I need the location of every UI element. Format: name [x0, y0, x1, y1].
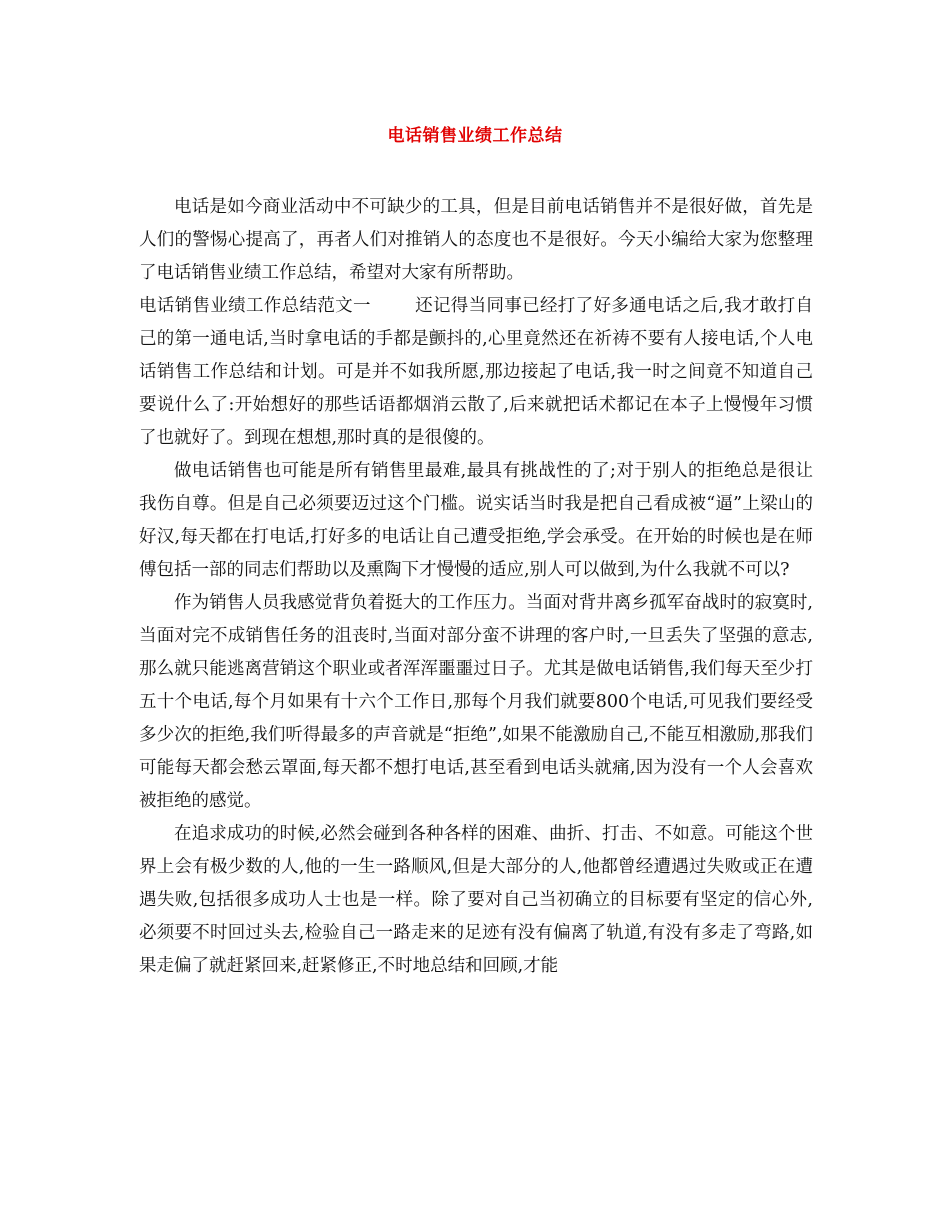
paragraph-4: 在追求成功的时候,必然会碰到各种各样的困难、曲折、打击、不如意。可能这个世界上会有极少数的人,他的一生一路顺风,但是大部分的人,他都曾经遭遇过失败或正在遭遇失败,包括很多成功人士也是一样。除了要对自己当初确立的目标要有坚定的信心外,必须要不时回过头去,检验自己一路走来的足迹有没有偏离了轨道,有没有多走了弯路,如果走偏了就赶紧回来,赶紧修正,不时地总结和回顾,才能	[139, 824, 813, 976]
paragraph-1-text: 还记得当同事已经打了好多通电话之后,我才敢打自己的第一通电话,当时拿电话的手都是颤抖的,心里竟然还在祈祷不要有人接电话,个人电话销售工作总结和计划。可是并不如我所愿,那边接起了电话,我一时之间竟不知道自己要说什么了:开始想好的那些话语都烟消云散了,后来就把话术都记在本子上慢慢年习惯了也就好了。到现在想想,那时真的是很傻的。	[139, 296, 814, 448]
paragraph-2: 做电话销售也可能是所有销售里最难,最具有挑战性的了;对于别人的拒绝总是很让我伤自尊。但是自己必须要迈过这个门槛。说实话当时我是把自己看成被“逼”上梁山的好汉,每天都在打电话,打好多的电话让自己遭受拒绝,学会承受。在开始的时候也是在师傅包括一部的同志们帮助以及熏陶下才慢慢的适应,别人可以做到,为什么我就不可以?	[139, 461, 813, 580]
section-paragraph-1	[139, 290, 813, 455]
paragraph-3: 作为销售人员我感觉背负着挺大的工作压力。当面对背井离乡孤军奋战时的寂寞时,当面对完不成销售任务的沮丧时,当面对部分蛮不讲理的客户时,一旦丢失了坚强的意志,那么就只能逃离营销这个职业或者浑浑噩噩过日子。尤其是做电话销售,我们每天至少打五十个电话,每个月如果有十六个工作日,那每个月我们就要800个电话,可见我们要经受多少次的拒绝,我们听得最多的声音就是“拒绝”,如果不能激励自己,不能互相激励,那我们可能每天都会愁云罩面,每天都不想打电话,甚至看到电话头就痛,因为没有一个人会喜欢被拒绝的感觉。	[139, 593, 813, 811]
document-title: 电话销售业绩工作总结	[387, 126, 563, 146]
intro-paragraph: 电话是如今商业活动中不可缺少的工具，但是目前电话销售并不是很好做，首先是人们的警惕心提高了，再者人们对推销人的态度也不是很好。今天小编给大家为您整理了电话销售业绩工作总结，希望对大家有所帮助。	[139, 197, 813, 283]
document-body	[139, 191, 813, 983]
section-heading: 电话销售业绩工作总结范文一	[139, 296, 371, 316]
